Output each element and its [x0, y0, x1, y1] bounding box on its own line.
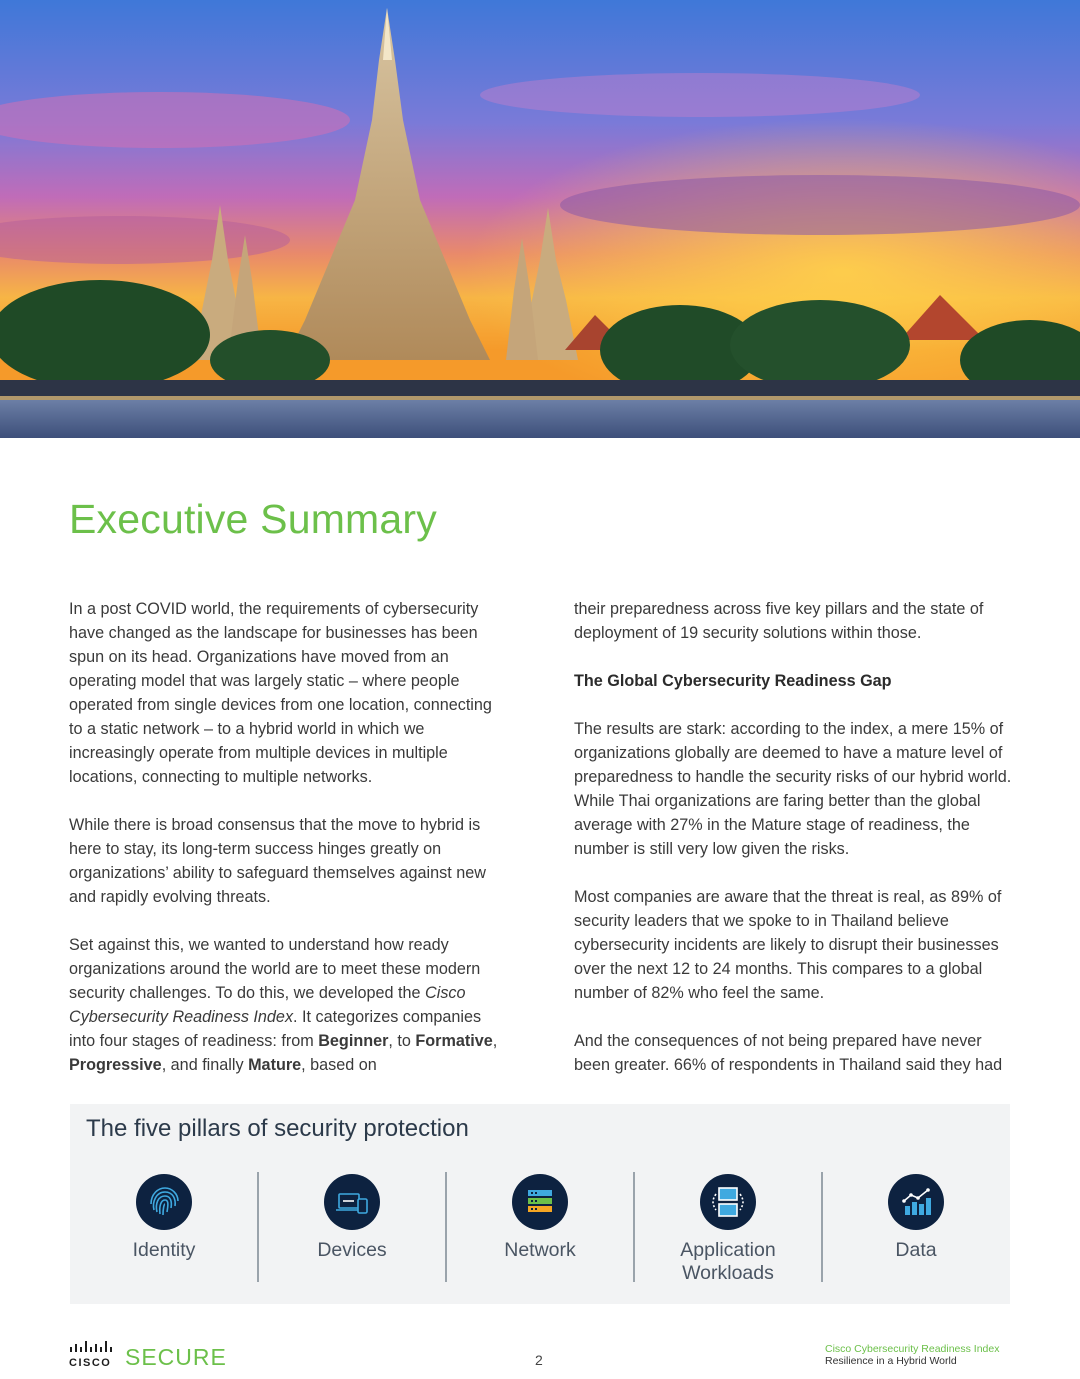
stage-mature: Mature — [248, 1056, 302, 1074]
report-subtitle: Resilience in a Hybrid World — [825, 1355, 957, 1367]
stage-beginner: Beginner — [318, 1032, 389, 1050]
report-title: Cisco Cybersecurity Readiness Index — [825, 1343, 1000, 1355]
paragraph: The results are stark: according to the index, a mere 15% of organizations globally are deemed to have a mature level of preparedness to handle the security risks of our hybrid world. While Thai organizations are faring better than the global average with 27% in the Mature stage of readiness, the number is still very low given the risks. — [574, 720, 1012, 858]
paragraph: their preparedness across five key pillars and the state of deployment of 19 security solutions within those. — [574, 600, 984, 642]
index-name: Cisco Cybersecurity Readiness Index — [69, 984, 466, 1026]
pillar-devices — [258, 1174, 446, 1262]
pillar-label: Network — [504, 1239, 576, 1261]
pillars-panel — [70, 1104, 1010, 1304]
data-chart-icon — [888, 1174, 944, 1230]
paragraph: And the consequences of not being prepared have never been greater. 66% of respondents in Thailand said they had — [574, 1032, 1003, 1074]
secure-wordmark: SECURE — [125, 1344, 227, 1370]
page-number: 2 — [535, 1352, 543, 1368]
pillar-data — [822, 1174, 1010, 1262]
pillar-label: Application Workloads — [680, 1239, 776, 1284]
stage-progressive: Progressive — [69, 1056, 162, 1074]
paragraph: In a post COVID world, the requirements of cybersecurity have changed as the landscape for businesses has been spun on its head. Organizations have moved from an operating model that was largely static – where people operated from single devices from one location, connecting to a static network – to a hybrid world in which we increasingly operate from multiple devices in multiple locations, connecting to multiple networks. — [69, 600, 492, 786]
report-title-block — [825, 1343, 1000, 1367]
body-column-left — [69, 597, 509, 1101]
cisco-bars-icon — [69, 1340, 115, 1356]
network-icon — [512, 1174, 568, 1230]
hero-image — [0, 0, 1080, 438]
fingerprint-icon — [136, 1174, 192, 1230]
pillar-label: Devices — [317, 1239, 387, 1261]
application-workloads-icon — [700, 1174, 756, 1230]
page-title: Executive Summary — [69, 496, 437, 542]
paragraph: Set against this, we wanted to understand how ready organizations around the world are to meet these modern security challenges. To do this, we developed the Cisco Cybersecurity Readiness Index. It categorizes companies into four stages of readiness: from Beginner, to Formative, Progressive, and finally Mature, based on — [69, 936, 498, 1074]
pillar-identity — [70, 1174, 258, 1262]
pillars-title: The five pillars of security protection — [86, 1115, 469, 1142]
devices-icon — [324, 1174, 380, 1230]
pillar-label: Data — [895, 1239, 937, 1261]
cisco-wordmark: CISCO — [69, 1357, 112, 1369]
pillar-label: Identity — [132, 1239, 196, 1261]
paragraph: Most companies are aware that the threat is real, as 89% of security leaders that we spoke to in Thailand believe cybersecurity incidents are likely to disrupt their businesses over the next 12 to 24 months. This compares to a global number of 82% who feel the same. — [574, 888, 1002, 1002]
body-column-right — [574, 597, 1014, 1101]
section-heading: The Global Cybersecurity Readiness Gap — [574, 672, 892, 690]
pillar-application-workloads — [634, 1174, 822, 1285]
stage-formative: Formative — [415, 1032, 493, 1050]
pillar-network — [446, 1174, 634, 1262]
paragraph: While there is broad consensus that the move to hybrid is here to stay, its long-term success hinges greatly on organizations’ ability to safeguard themselves against new and rapidly evolving threats. — [69, 816, 486, 906]
